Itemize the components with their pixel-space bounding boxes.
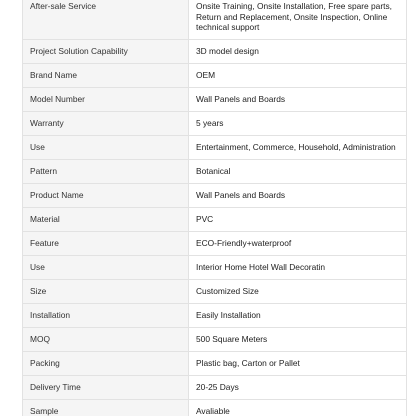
- spec-key: Model Number: [23, 87, 189, 111]
- spec-row: [23, 111, 407, 135]
- spec-row: [23, 255, 407, 279]
- spec-value: Wall Panels and Boards: [189, 87, 407, 111]
- spec-value: 20-25 Days: [189, 375, 407, 399]
- spec-key: Delivery Time: [23, 375, 189, 399]
- spec-value: Plastic bag, Carton or Pallet: [189, 351, 407, 375]
- spec-key: MOQ: [23, 327, 189, 351]
- spec-value: Easily Installation: [189, 303, 407, 327]
- spec-key: Sample: [23, 399, 189, 416]
- spec-row: [23, 207, 407, 231]
- spec-value: Avaliable: [189, 399, 407, 416]
- spec-row: [23, 63, 407, 87]
- spec-key: Warranty: [23, 111, 189, 135]
- spec-value: Onsite Training, Onsite Installation, Free spare parts, Return and Replacement, Onsite Inspection, Online technical support: [189, 0, 407, 39]
- spec-key: After-sale Service: [23, 0, 189, 39]
- spec-value: Customized Size: [189, 279, 407, 303]
- spec-row: [23, 159, 407, 183]
- spec-value: 5 years: [189, 111, 407, 135]
- spec-value: Botanical: [189, 159, 407, 183]
- spec-value: Interior Home Hotel Wall Decoratin: [189, 255, 407, 279]
- spec-value: Wall Panels and Boards: [189, 183, 407, 207]
- spec-row: [23, 327, 407, 351]
- spec-row: [23, 231, 407, 255]
- spec-key: Material: [23, 207, 189, 231]
- spec-value: OEM: [189, 63, 407, 87]
- spec-row: [23, 39, 407, 63]
- spec-value: 500 Square Meters: [189, 327, 407, 351]
- spec-row: [23, 375, 407, 399]
- spec-key: Use: [23, 255, 189, 279]
- spec-value: 3D model design: [189, 39, 407, 63]
- spec-row: [23, 351, 407, 375]
- spec-key: Use: [23, 135, 189, 159]
- spec-row: [23, 399, 407, 416]
- spec-table: [22, 0, 407, 416]
- spec-value: PVC: [189, 207, 407, 231]
- spec-row: [23, 303, 407, 327]
- spec-key: Installation: [23, 303, 189, 327]
- spec-value: ECO-Friendly+waterproof: [189, 231, 407, 255]
- spec-key: Brand Name: [23, 63, 189, 87]
- spec-key: Pattern: [23, 159, 189, 183]
- spec-key: Product Name: [23, 183, 189, 207]
- spec-row: [23, 0, 407, 39]
- spec-key: Size: [23, 279, 189, 303]
- spec-key: Project Solution Capability: [23, 39, 189, 63]
- spec-row: [23, 183, 407, 207]
- spec-row: [23, 279, 407, 303]
- spec-row: [23, 135, 407, 159]
- spec-key: Packing: [23, 351, 189, 375]
- spec-key: Feature: [23, 231, 189, 255]
- spec-row: [23, 87, 407, 111]
- spec-value: Entertainment, Commerce, Household, Administration: [189, 135, 407, 159]
